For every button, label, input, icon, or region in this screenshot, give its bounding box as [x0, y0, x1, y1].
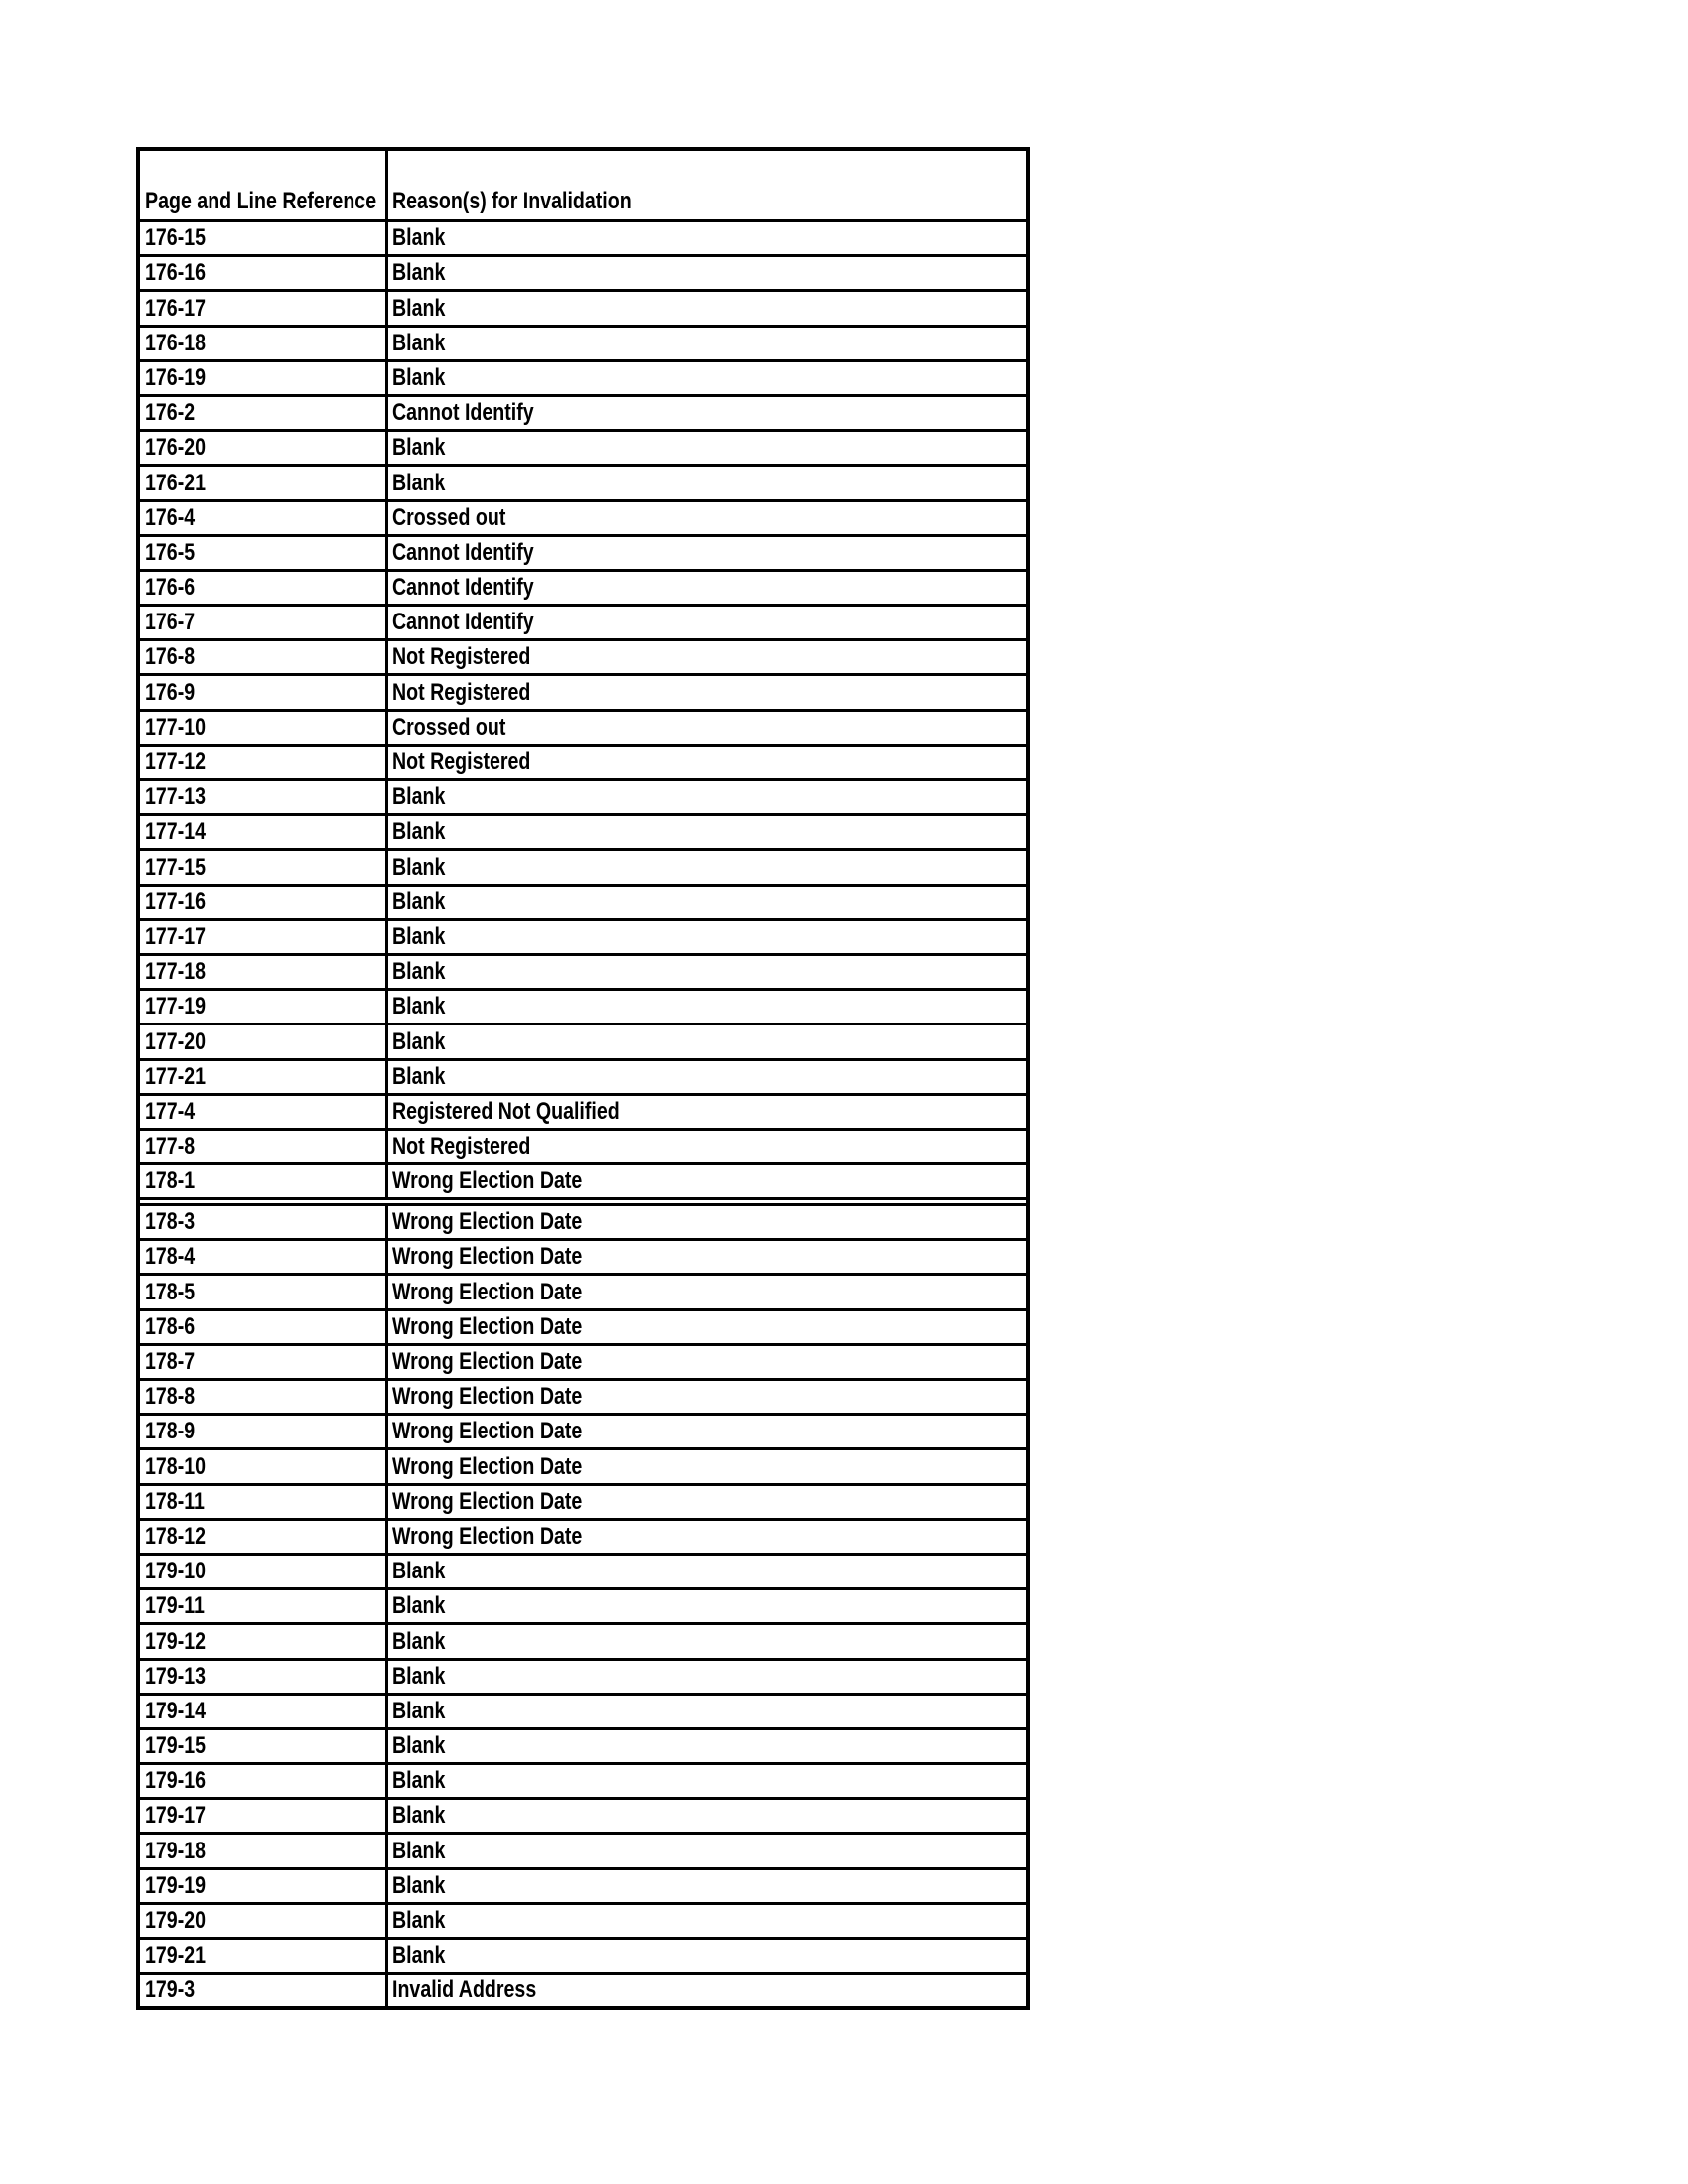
invalidation-reason-cell — [388, 816, 1026, 848]
page-line-reference-cell — [140, 1730, 388, 1762]
table-row — [140, 1343, 1026, 1378]
table-row — [140, 744, 1026, 778]
column-header-reason-for-invalidation — [388, 151, 1026, 219]
invalidation-reason-cell — [388, 1940, 1026, 1972]
table-row — [140, 1972, 1026, 2006]
page-line-reference-value: 178-9 — [145, 1418, 196, 1445]
page-line-reference-cell — [140, 1975, 388, 2006]
invalidation-reason-cell — [388, 1556, 1026, 1587]
invalidation-reason-value: Blank — [392, 1027, 446, 1055]
invalidation-reason-cell — [388, 502, 1026, 534]
table-row — [140, 1832, 1026, 1866]
page-line-reference-cell — [140, 1165, 388, 1197]
table-row — [140, 1727, 1026, 1762]
invalidation-reason-value: Blank — [392, 1592, 446, 1620]
table-row — [140, 1762, 1026, 1797]
page-line-reference-cell — [140, 502, 388, 534]
page-line-reference-value: 179-18 — [145, 1837, 207, 1864]
page-line-reference-cell — [140, 1521, 388, 1553]
invalidation-reason-value: Wrong Election Date — [392, 1452, 583, 1480]
invalidation-reason-value: Blank — [392, 1697, 446, 1724]
invalidation-reason-cell — [388, 222, 1026, 254]
invalidation-reason-cell — [388, 397, 1026, 429]
table-body — [140, 219, 1026, 2006]
table-row — [140, 289, 1026, 324]
column-header-reason-for-invalidation-label: Reason(s) for Invalidation — [392, 188, 632, 215]
table-row — [140, 394, 1026, 429]
page-line-reference-cell — [140, 1661, 388, 1693]
page-line-reference-cell — [140, 816, 388, 848]
table-row — [140, 1128, 1026, 1162]
invalidation-reason-cell — [388, 1096, 1026, 1128]
invalidation-reason-value: Wrong Election Date — [392, 1312, 583, 1340]
invalidation-reason-cell — [388, 1025, 1026, 1057]
page-line-reference-value: 176-6 — [145, 574, 196, 602]
invalidation-reason-cell — [388, 572, 1026, 604]
table-row — [140, 1902, 1026, 1937]
column-header-page-line-reference-label: Page and Line Reference — [145, 188, 377, 215]
page-line-reference-value: 179-10 — [145, 1558, 207, 1585]
invalidation-reason-value: Registered Not Qualified — [392, 1097, 620, 1125]
invalidation-reason-value: Blank — [392, 1871, 446, 1899]
table-row — [140, 1378, 1026, 1413]
table-row — [140, 1023, 1026, 1057]
invalidation-reason-value: Blank — [392, 1732, 446, 1760]
page-line-reference-value: 179-21 — [145, 1942, 207, 1970]
table-row — [140, 1162, 1026, 1197]
table-row — [140, 464, 1026, 498]
page-line-reference-cell — [140, 1696, 388, 1727]
table-row — [140, 1518, 1026, 1553]
invalidation-reason-cell — [388, 1696, 1026, 1727]
invalidation-reason-cell — [388, 712, 1026, 744]
table-row — [140, 848, 1026, 883]
page-line-reference-value: 178-7 — [145, 1348, 196, 1376]
invalidation-reason-cell — [388, 1381, 1026, 1413]
page-line-reference-value: 177-20 — [145, 1027, 207, 1055]
page-line-reference-value: 179-13 — [145, 1662, 207, 1690]
table-row — [140, 534, 1026, 569]
invalidation-reason-value: Crossed out — [392, 713, 506, 741]
table-row — [140, 918, 1026, 953]
invalidation-reason-cell — [388, 1165, 1026, 1197]
invalidation-reason-value: Blank — [392, 1907, 446, 1935]
page-line-reference-value: 176-17 — [145, 294, 207, 322]
page-line-reference-value: 178-8 — [145, 1383, 196, 1411]
page-line-reference-value: 179-3 — [145, 1977, 196, 2004]
invalidation-reason-cell — [388, 257, 1026, 289]
table-row — [140, 1658, 1026, 1693]
invalidation-reason-value: Blank — [392, 1837, 446, 1864]
invalidation-reason-cell — [388, 921, 1026, 953]
table-row — [140, 1058, 1026, 1093]
invalidation-reason-cell — [388, 362, 1026, 394]
table-row — [140, 1308, 1026, 1343]
page-line-reference-value: 177-13 — [145, 783, 207, 811]
table-row — [140, 1197, 1026, 1238]
page-line-reference-cell — [140, 537, 388, 569]
invalidation-reason-cell — [388, 607, 1026, 638]
page-line-reference-cell — [140, 1206, 388, 1238]
page-line-reference-value: 179-12 — [145, 1627, 207, 1655]
invalidation-reason-value: Blank — [392, 1942, 446, 1970]
page-line-reference-value: 179-15 — [145, 1732, 207, 1760]
invalidation-reason-cell — [388, 1241, 1026, 1273]
table-row — [140, 953, 1026, 988]
table-row — [140, 1867, 1026, 1902]
page-line-reference-cell — [140, 1765, 388, 1797]
page-line-reference-cell — [140, 921, 388, 953]
invalidation-reason-value: Wrong Election Date — [392, 1487, 583, 1515]
invalidation-reason-cell — [388, 851, 1026, 883]
invalidation-reason-value: Blank — [392, 1062, 446, 1090]
page-line-reference-value: 179-11 — [145, 1592, 205, 1620]
page-line-reference-value: 177-12 — [145, 749, 207, 776]
page-line-reference-value: 177-8 — [145, 1133, 196, 1160]
invalidation-table — [136, 147, 1030, 2010]
page-line-reference-cell — [140, 641, 388, 673]
invalidation-reason-value: Blank — [392, 259, 446, 287]
invalidation-reason-cell — [388, 641, 1026, 673]
invalidation-reason-cell — [388, 1450, 1026, 1482]
invalidation-reason-value: Crossed out — [392, 503, 506, 531]
page-line-reference-cell — [140, 887, 388, 918]
column-header-page-line-reference — [140, 151, 388, 219]
invalidation-reason-cell — [388, 1346, 1026, 1378]
page-line-reference-cell — [140, 1131, 388, 1162]
invalidation-reason-value: Wrong Election Date — [392, 1208, 583, 1236]
table-row — [140, 778, 1026, 813]
page-line-reference-cell — [140, 467, 388, 498]
page-line-reference-cell — [140, 1625, 388, 1657]
invalidation-reason-cell — [388, 1870, 1026, 1902]
page-line-reference-value: 177-14 — [145, 818, 207, 846]
page-line-reference-cell — [140, 1556, 388, 1587]
table-row — [140, 429, 1026, 464]
table-row — [140, 1553, 1026, 1587]
invalidation-reason-value: Cannot Identify — [392, 538, 534, 566]
page-line-reference-value: 177-19 — [145, 993, 207, 1021]
invalidation-reason-cell — [388, 991, 1026, 1023]
invalidation-reason-cell — [388, 1206, 1026, 1238]
invalidation-reason-value: Blank — [392, 783, 446, 811]
table-row — [140, 988, 1026, 1023]
page-line-reference-value: 177-10 — [145, 713, 207, 741]
table-row — [140, 1797, 1026, 1832]
page-line-reference-cell — [140, 781, 388, 813]
invalidation-reason-value: Not Registered — [392, 749, 531, 776]
page-line-reference-cell — [140, 1486, 388, 1518]
invalidation-reason-cell — [388, 292, 1026, 324]
invalidation-reason-cell — [388, 467, 1026, 498]
page-line-reference-cell — [140, 1311, 388, 1343]
page-line-reference-value: 178-5 — [145, 1278, 196, 1305]
page-line-reference-value: 178-11 — [145, 1487, 205, 1515]
page-line-reference-cell — [140, 328, 388, 359]
invalidation-reason-cell — [388, 676, 1026, 708]
page-line-reference-cell — [140, 747, 388, 778]
table-row — [140, 604, 1026, 638]
page-line-reference-value: 178-12 — [145, 1522, 207, 1550]
invalidation-reason-value: Wrong Election Date — [392, 1383, 583, 1411]
page-line-reference-value: 179-20 — [145, 1907, 207, 1935]
page-line-reference-value: 176-7 — [145, 609, 196, 636]
invalidation-reason-cell — [388, 1661, 1026, 1693]
page-line-reference-cell — [140, 1450, 388, 1482]
page-line-reference-cell — [140, 607, 388, 638]
page-line-reference-cell — [140, 676, 388, 708]
table-row — [140, 499, 1026, 534]
table-row — [140, 254, 1026, 289]
invalidation-reason-cell — [388, 1311, 1026, 1343]
page-line-reference-value: 176-20 — [145, 434, 207, 462]
invalidation-reason-value: Blank — [392, 993, 446, 1021]
invalidation-reason-value: Blank — [392, 434, 446, 462]
invalidation-reason-cell — [388, 1730, 1026, 1762]
page-line-reference-cell — [140, 1870, 388, 1902]
table-row — [140, 325, 1026, 359]
page-line-reference-value: 178-6 — [145, 1312, 196, 1340]
table-row — [140, 1693, 1026, 1727]
table-row — [140, 638, 1026, 673]
page-line-reference-value: 177-4 — [145, 1097, 196, 1125]
invalidation-reason-cell — [388, 1590, 1026, 1622]
invalidation-reason-value: Wrong Election Date — [392, 1418, 583, 1445]
page-line-reference-cell — [140, 397, 388, 429]
page-line-reference-value: 177-17 — [145, 922, 207, 950]
page-line-reference-cell — [140, 991, 388, 1023]
invalidation-reason-cell — [388, 887, 1026, 918]
invalidation-reason-value: Cannot Identify — [392, 609, 534, 636]
invalidation-reason-value: Blank — [392, 1558, 446, 1585]
invalidation-reason-value: Blank — [392, 853, 446, 881]
page-line-reference-cell — [140, 1025, 388, 1057]
invalidation-reason-cell — [388, 1486, 1026, 1518]
page-line-reference-value: 176-16 — [145, 259, 207, 287]
invalidation-reason-cell — [388, 1131, 1026, 1162]
invalidation-reason-value: Blank — [392, 887, 446, 915]
invalidation-reason-cell — [388, 1416, 1026, 1447]
page-line-reference-value: 176-21 — [145, 469, 207, 496]
invalidation-reason-value: Blank — [392, 1802, 446, 1830]
table-header-row — [140, 151, 1026, 219]
invalidation-reason-value: Blank — [392, 1767, 446, 1795]
invalidation-reason-cell — [388, 1800, 1026, 1832]
page-line-reference-cell — [140, 712, 388, 744]
table-row — [140, 219, 1026, 254]
page-line-reference-cell — [140, 572, 388, 604]
invalidation-reason-cell — [388, 328, 1026, 359]
invalidation-reason-cell — [388, 1765, 1026, 1797]
page-line-reference-value: 176-8 — [145, 643, 196, 671]
table-row — [140, 359, 1026, 394]
invalidation-reason-cell — [388, 1835, 1026, 1866]
page-line-reference-value: 177-16 — [145, 887, 207, 915]
invalidation-reason-value: Wrong Election Date — [392, 1522, 583, 1550]
page-line-reference-cell — [140, 1940, 388, 1972]
invalidation-reason-value: Blank — [392, 1627, 446, 1655]
invalidation-reason-value: Blank — [392, 818, 446, 846]
table-row — [140, 1093, 1026, 1128]
invalidation-reason-value: Blank — [392, 922, 446, 950]
page-line-reference-value: 176-2 — [145, 399, 196, 427]
page-line-reference-cell — [140, 1346, 388, 1378]
page-line-reference-cell — [140, 362, 388, 394]
page-line-reference-cell — [140, 1096, 388, 1128]
invalidation-reason-value: Wrong Election Date — [392, 1348, 583, 1376]
table-row — [140, 884, 1026, 918]
page-line-reference-cell — [140, 222, 388, 254]
table-row — [140, 1937, 1026, 1972]
table-row — [140, 1447, 1026, 1482]
invalidation-reason-cell — [388, 956, 1026, 988]
page-line-reference-value: 176-15 — [145, 224, 207, 252]
table-row — [140, 1273, 1026, 1307]
invalidation-reason-value: Blank — [392, 294, 446, 322]
invalidation-reason-cell — [388, 1625, 1026, 1657]
invalidation-reason-cell — [388, 1276, 1026, 1307]
table-row — [140, 1622, 1026, 1657]
page-line-reference-value: 176-5 — [145, 538, 196, 566]
page-line-reference-value: 179-14 — [145, 1697, 207, 1724]
invalidation-reason-value: Blank — [392, 224, 446, 252]
invalidation-reason-value: Blank — [392, 1662, 446, 1690]
page-line-reference-value: 178-3 — [145, 1208, 196, 1236]
table-row — [140, 1413, 1026, 1447]
invalidation-reason-cell — [388, 747, 1026, 778]
invalidation-reason-cell — [388, 537, 1026, 569]
page-line-reference-cell — [140, 851, 388, 883]
invalidation-reason-value: Not Registered — [392, 678, 531, 706]
page-line-reference-cell — [140, 1061, 388, 1093]
page-line-reference-value: 178-4 — [145, 1243, 196, 1271]
invalidation-reason-value: Blank — [392, 329, 446, 356]
page-line-reference-value: 176-9 — [145, 678, 196, 706]
invalidation-reason-value: Wrong Election Date — [392, 1278, 583, 1305]
invalidation-reason-value: Invalid Address — [392, 1977, 537, 2004]
invalidation-reason-cell — [388, 1975, 1026, 2006]
page-line-reference-value: 176-18 — [145, 329, 207, 356]
page-line-reference-value: 179-16 — [145, 1767, 207, 1795]
invalidation-reason-value: Not Registered — [392, 643, 531, 671]
invalidation-reason-cell — [388, 432, 1026, 464]
page-line-reference-cell — [140, 956, 388, 988]
invalidation-reason-value: Blank — [392, 469, 446, 496]
page-line-reference-cell — [140, 1800, 388, 1832]
table-row — [140, 709, 1026, 744]
table-row — [140, 1483, 1026, 1518]
invalidation-reason-cell — [388, 1905, 1026, 1937]
page-line-reference-value: 177-15 — [145, 853, 207, 881]
page-line-reference-cell — [140, 292, 388, 324]
page-line-reference-cell — [140, 1905, 388, 1937]
page-line-reference-value: 179-17 — [145, 1802, 207, 1830]
table-row — [140, 673, 1026, 708]
invalidation-reason-value: Wrong Election Date — [392, 1243, 583, 1271]
invalidation-reason-cell — [388, 1061, 1026, 1093]
page-line-reference-cell — [140, 1416, 388, 1447]
page-line-reference-cell — [140, 257, 388, 289]
page-line-reference-value: 177-21 — [145, 1062, 207, 1090]
page-line-reference-cell — [140, 1590, 388, 1622]
page-line-reference-cell — [140, 1381, 388, 1413]
table-row — [140, 813, 1026, 848]
invalidation-reason-value: Blank — [392, 363, 446, 391]
invalidation-reason-cell — [388, 781, 1026, 813]
page-line-reference-value: 179-19 — [145, 1871, 207, 1899]
invalidation-reason-value: Cannot Identify — [392, 574, 534, 602]
page-line-reference-value: 177-18 — [145, 958, 207, 986]
invalidation-reason-value: Cannot Identify — [392, 399, 534, 427]
page-line-reference-value: 176-4 — [145, 503, 196, 531]
page-line-reference-value: 176-19 — [145, 363, 207, 391]
table-row — [140, 569, 1026, 604]
invalidation-reason-value: Not Registered — [392, 1133, 531, 1160]
page-line-reference-cell — [140, 1241, 388, 1273]
invalidation-reason-cell — [388, 1521, 1026, 1553]
page-line-reference-cell — [140, 432, 388, 464]
table-row — [140, 1238, 1026, 1273]
table-row — [140, 1587, 1026, 1622]
page-line-reference-value: 178-10 — [145, 1452, 207, 1480]
invalidation-reason-value: Wrong Election Date — [392, 1167, 583, 1195]
page-line-reference-cell — [140, 1276, 388, 1307]
page-line-reference-cell — [140, 1835, 388, 1866]
invalidation-reason-value: Blank — [392, 958, 446, 986]
page-line-reference-value: 178-1 — [145, 1167, 196, 1195]
